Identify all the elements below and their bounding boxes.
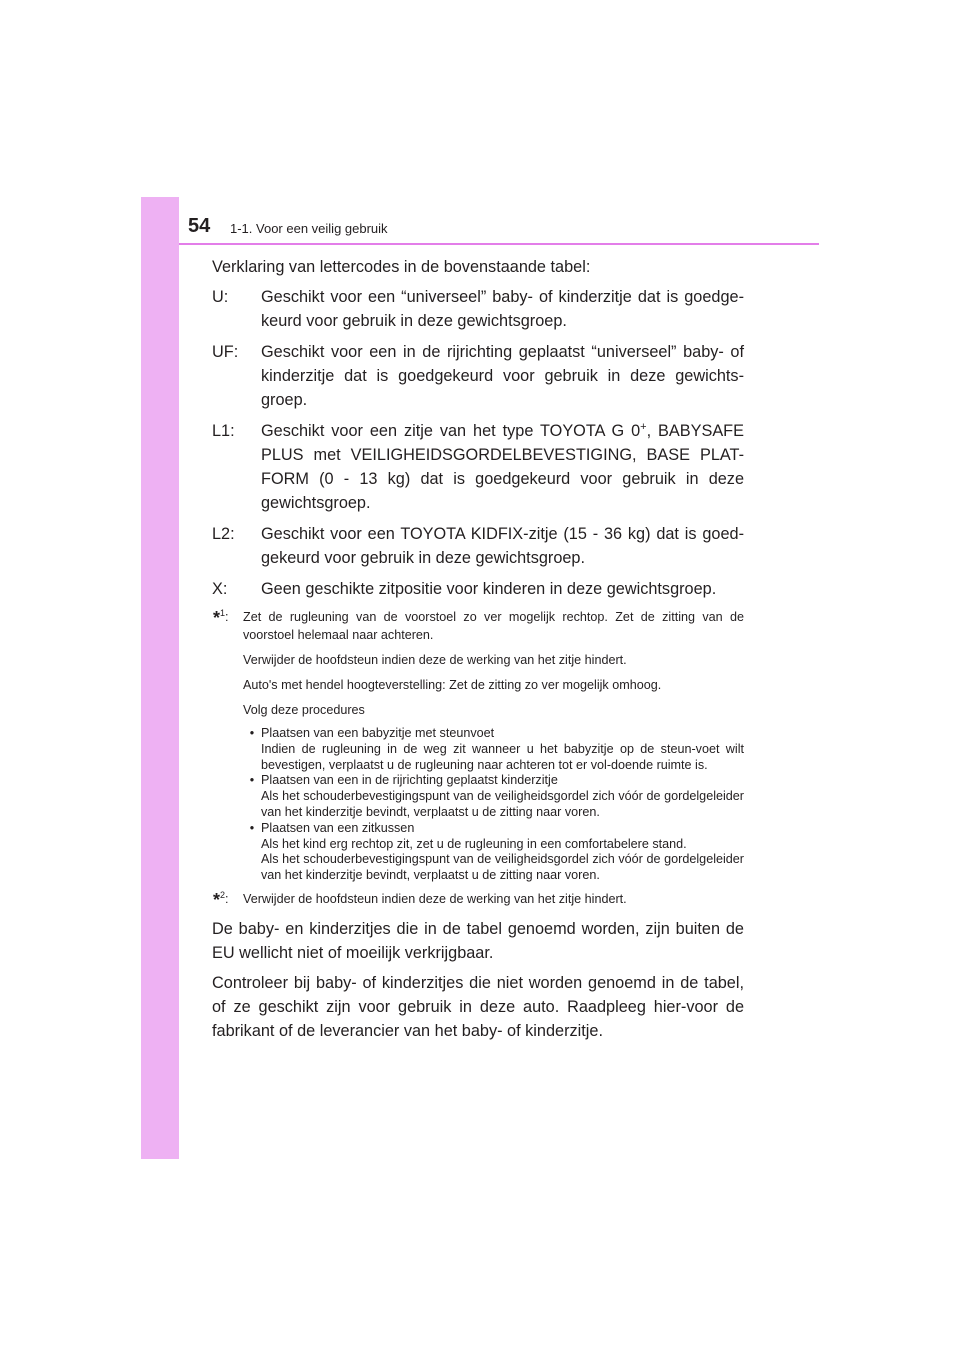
list-item-body [261, 773, 744, 820]
code-label: L1: [212, 422, 235, 440]
list-item-text: Als het schouderbevestigingspunt van de veiligheidsgordel zich vóór de gordelgeleider van het kinderzitje bevindt, verplaatst u de zitting naar voren. [261, 852, 744, 883]
code-row-l2 [212, 522, 744, 570]
list-item-body [261, 821, 744, 884]
list-item [243, 726, 744, 773]
list-item [243, 821, 744, 884]
footnote-paragraph: Verwijder de hoofdsteun indien deze de werking van het zitje hindert. [243, 653, 627, 667]
code-description: Geschikt voor een TOYOTA KIDFIX-zitje (15 - 36 kg) dat is goed-gekeurd voor gebruik in deze gewichtsgroep. [261, 525, 744, 567]
code-text-part: Geschikt voor een zitje van het type TOYOTA G 0 [261, 422, 641, 440]
list-item-text: Als het kind erg rechtop zit, zet u de rugleuning in een comfortabelere stand. [261, 836, 687, 851]
list-item-title: Plaatsen van een zitkussen [261, 820, 415, 835]
code-description: Geschikt voor een in de rijrichting geplaatst “universeel” baby- of kinderzitje dat is goedgekeurd voor gebruik in deze gewichts-groep. [261, 343, 744, 409]
bullet-icon: • [249, 773, 255, 788]
asterisk: * [213, 608, 221, 628]
list-item-title: Plaatsen van een in de rijrichting geplaatst kinderzitje [261, 773, 558, 788]
footnote-paragraph: Auto's met hendel hoogteverstelling: Zet de zitting zo ver mogelijk omhoog. [243, 678, 662, 692]
code-row-u [212, 285, 744, 333]
footnote-number: 1 [220, 608, 226, 618]
code-label: U: [212, 288, 229, 306]
body-paragraph: De baby- en kinderzitjes die in de tabel genoemd worden, zijn buiten de EU wellicht niet of moeilijk verkrijgbaar. [212, 919, 744, 962]
footnote-body [243, 890, 744, 909]
code-description: Geen geschikte zitpositie voor kinderen in deze gewichtsgroep. [261, 580, 717, 598]
body-paragraph: Controleer bij baby- of kinderzitjes die niet worden genoemd in de tabel, of ze geschikt zijn voor gebruik in deze auto. Raadpleeg hier-voor de fabrikant of de leverancier van het baby- of kinderzitje. [212, 973, 744, 1040]
code-label: UF: [212, 343, 239, 361]
list-item-body [261, 726, 744, 773]
header-divider [179, 243, 819, 245]
asterisk: * [213, 889, 221, 910]
footnote-marker: *$^2$: [213, 889, 229, 910]
footnote-paragraph: Verwijder de hoofdsteun indien deze de werking van het zitje hindert. [243, 891, 627, 906]
code-legend-intro: Verklaring van lettercodes in de bovenstaande tabel: [212, 258, 591, 276]
code-row-x [212, 577, 744, 601]
side-tab-bar [141, 197, 179, 1159]
list-item [243, 773, 744, 820]
section-title: 1-1. Voor een veilig gebruik [230, 221, 388, 236]
code-description [261, 419, 744, 515]
superscript-plus: + [640, 421, 647, 433]
page-number: 54 [188, 215, 211, 237]
footnote-2 [212, 890, 744, 909]
procedure-list [243, 726, 744, 884]
list-item-title: Plaatsen van een babyzitje met steunvoet [261, 726, 495, 740]
code-row-l1 [212, 419, 744, 515]
code-description: Geschikt voor een “universeel” baby- of kinderzitje dat is goedge-keurd voor gebruik in deze gewichtsgroep. [261, 288, 744, 330]
list-item-text: Indien de rugleuning in de weg zit wanneer u het babyzitje op de steun-voet wilt bevestigen, verplaatst u de rugleuning naar achteren tot er vol-doende ruimte is. [261, 741, 744, 772]
list-item-text: Als het schouderbevestigingspunt van de veiligheidsgordel zich vóór de gordelgeleider van het kinderzitje bevindt, verplaatst u de zitting naar voren. [261, 789, 744, 819]
footnote-number: 2 [220, 889, 226, 900]
footnote-body [243, 608, 744, 884]
code-text-part: , BABYSAFE PLUS met VEILIGHEIDSGORDELBEVESTIGING, BASE PLAT-FORM (0 - 13 kg) dat is goedgekeurd voor gebruik in deze gewichtsgroep. [261, 422, 744, 512]
footnote-paragraph: Volg deze procedures [243, 703, 365, 717]
code-label: X: [212, 580, 228, 598]
footnote-1 [212, 608, 744, 884]
bullet-icon: • [249, 726, 255, 740]
code-row-uf [212, 340, 744, 412]
code-label: L2: [212, 525, 235, 543]
page-content [212, 255, 744, 1043]
footnote-marker: *$^1$: [213, 608, 229, 628]
footnote-paragraph: Zet de rugleuning van de voorstoel zo ver mogelijk rechtop. Zet de zitting van de voorstoel helemaal naar achteren. [243, 610, 744, 642]
bullet-icon: • [249, 820, 255, 835]
